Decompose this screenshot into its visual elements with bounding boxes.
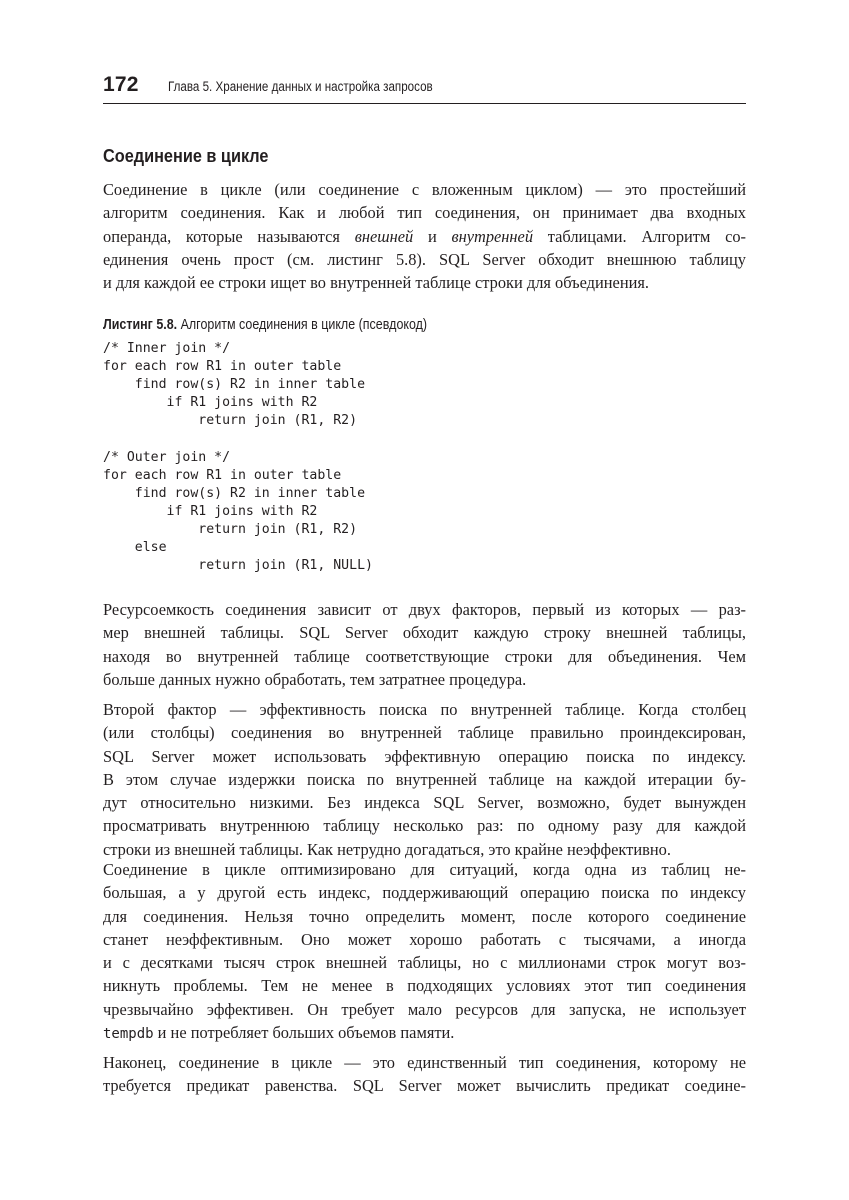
- paragraph-line: находя во внутренней таблице соответствующие строки для объединения. Чем: [103, 646, 746, 666]
- paragraph-line: станет неэффективным. Оно может хорошо работать с тысячами, а иногда: [103, 929, 746, 949]
- listing-title: Алгоритм соединения в цикле (псевдокод): [177, 317, 428, 333]
- listing-label: Листинг 5.8.: [103, 317, 178, 333]
- emphasis-outer: внешней: [354, 226, 414, 246]
- paragraph-line: (или столбцы) соединения во внутренней таблице правильно проиндексирован,: [103, 723, 746, 743]
- chapter-title: Глава 5. Хранение данных и настройка запросов: [167, 79, 433, 94]
- paragraph-line: чрезвычайно эффективен. Он требует мало ресурсов для запуска, не использует: [103, 999, 746, 1019]
- paragraph-line: Второй фактор — эффективность поиска по внутренней таблице. Когда столбец: [103, 700, 746, 719]
- paragraph-line: алгоритм соединения. Как и любой тип соединения, он принимает два входных: [103, 203, 746, 223]
- emphasis-inner: внутренней: [451, 226, 534, 246]
- paragraph-line: просматривать внутреннюю таблицу несколько раз: по одному разу для каждой: [103, 816, 746, 836]
- paragraph-line: для соединения. Нельзя точно определить момент, после которого соединение: [103, 906, 746, 926]
- paragraph-line: Наконец, соединение в цикле — это единственный тип соединения, которому не: [103, 1053, 746, 1072]
- paragraph-line: Соединение в цикле оптимизировано для ситуаций, когда одна из таблиц не-: [103, 860, 746, 879]
- paragraph-line: требуется предикат равенства. SQL Server может вычислить предикат соедине-: [103, 1076, 746, 1096]
- paragraph-line: строки из внешней таблицы. Как нетрудно догадаться, это крайне неэффективно.: [103, 839, 671, 859]
- text-span: и не потребляет больших объемов памяти.: [153, 1023, 455, 1043]
- paragraph-line: и с десятками тысяч строк внешней таблицы, но с миллионами строк могут воз-: [103, 953, 746, 973]
- listing-caption: [103, 314, 427, 336]
- paragraph-line: [103, 1021, 746, 1046]
- paragraph-line: Ресурсоемкость соединения зависит от двух факторов, первый из которых — раз-: [103, 600, 746, 619]
- paragraph-line: большая, а у другой есть индекс, поддерживающий операцию поиска по индексу: [103, 883, 746, 903]
- section-heading: Соединение в цикле: [103, 145, 269, 166]
- paragraph-second-factor: [103, 698, 746, 861]
- paragraph-line: [103, 225, 746, 248]
- paragraph-optimization: [103, 858, 746, 1046]
- paragraph-line: больше данных нужно обработать, тем затратнее процедура.: [103, 669, 527, 689]
- code-listing: /* Inner join */ for each row R1 in outer table find row(s) R2 in inner table if R1 joins with R2 return join (R1, R2) /* Outer join */ for each row R1 in outer table find row(s) R2 in inner table if R1 joins with R2 return join (R1, R2) else return join (R1, NULL): [103, 341, 373, 574]
- inline-code-tempdb: tempdb: [103, 1026, 154, 1043]
- paragraph-line: дут относительно низкими. Без индекса SQL Server, возможно, будет вынужден: [103, 793, 746, 813]
- paragraph-line: мер внешней таблицы. SQL Server обходит каждую строку внешней таблицы,: [103, 623, 746, 643]
- page-number: 172: [103, 73, 139, 96]
- text-span: и: [413, 226, 452, 246]
- text-span: таблицами. Алгоритм со-: [533, 226, 747, 246]
- text-span: операнда, которые называются: [103, 226, 355, 246]
- paragraph-equality-predicate: [103, 1051, 746, 1098]
- paragraph-intro: [103, 178, 746, 294]
- paragraph-line: и для каждой ее строки ищет во внутренней таблице строки для объединения.: [103, 273, 650, 293]
- paragraph-line: единения очень прост (см. листинг 5.8). SQL Server обходит внешнюю таблицу: [103, 249, 746, 269]
- paragraph-line: SQL Server может использовать эффективную операцию поиска по индексу.: [103, 746, 746, 766]
- paragraph-line: Соединение в цикле (или соединение с вложенным циклом) — это простейший: [103, 180, 746, 199]
- running-header: [103, 72, 746, 104]
- paragraph-cost-factors: [103, 598, 746, 691]
- paragraph-line: никнуть проблемы. Тем не менее в подходящих условиях этот тип соединения: [103, 976, 746, 996]
- paragraph-line: В этом случае издержки поиска по внутренней таблице на каждой итерации бу-: [103, 769, 746, 789]
